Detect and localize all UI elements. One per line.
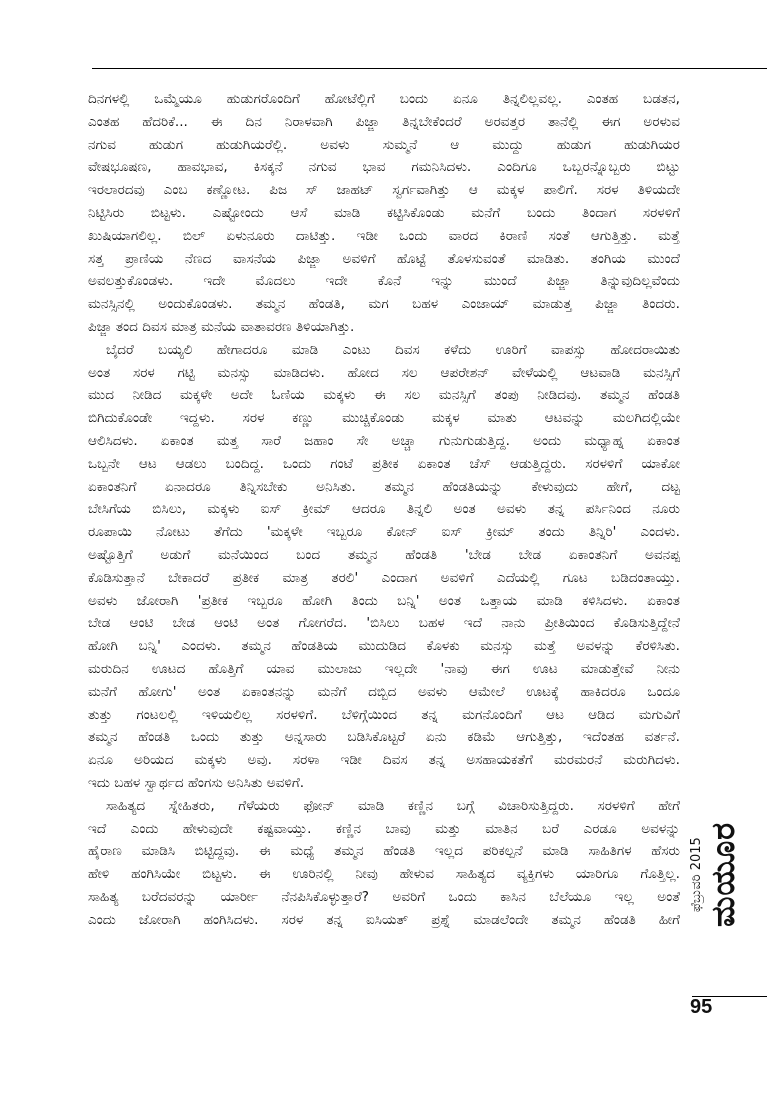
paragraph-3 [88,795,680,932]
text-line: ಸತ್ತ ಪ್ರಾಣಿಯ ನೆಣದ ವಾಸನೆಯ ಪಿಜ್ಜಾ ಅವಳಿಗೆ ಹೊಟ್ಟೆ ತೊಳಸುವಂತೆ ಮಾಡಿತು. ತಂಗಿಯ ಮುಂದೆ [88,250,680,267]
article-body [88,88,680,931]
text-line: ಮುದ ನೀಡಿದ ಮಕ್ಕಳೇ ಅದೇ ಓಣಿಯ ಮಕ್ಕಳು ಈ ಸಲ ಮನಸ್ಸಿಗೆ ತಂಪು ನೀಡಿದವು. ತಮ್ಮನ ಹೆಂಡತಿ [88,387,680,404]
text-line: ಎಂದು ಜೋರಾಗಿ ಹಂಗಿಸಿದಳು. ಸರಳ ತನ್ನ ಐಸಿಯತ್ ಪ್ರಶ್ನೆ ಮಾಡಲೆಂದೇ ತಮ್ಮನ ಹೆಂಡತಿ ಹೀಗೆ [88,911,680,928]
text-line: ಅವಲತ್ತುಕೊಂಡಳು. ಇದೇ ಮೊದಲು ಇದೇ ಕೊನೆ ಇನ್ನು ಮುಂದೆ ಪಿಜ್ಜಾ ತಿನ್ನುವುದಿಲ್ಲವೆಂದು [88,273,680,290]
text-line: ಹೋಗಿ ಬನ್ನಿ' ಎಂದಳು. ತಮ್ಮನ ಹೆಂಡತಿಯ ಮುದುಡಿದ ಕೊಳಕು ಮನಸ್ಸು ಮತ್ತೆ ಅವಳನ್ನು ಕೆರಳಿಸಿತು. [88,638,680,655]
text-line: ಮನೆಗೆ ಹೋಗು' ಅಂತ ಏಕಾಂತನನ್ನು ಮನೆಗೆ ದಬ್ಬಿದ ಅವಳು ಆಮೇಲೆ ಊಟಕ್ಕೆ ಹಾಕಿದರೂ ಒಂದೂ [88,683,680,700]
text-line: ಇದೆ ಎಂದು ಹೇಳುವುದೇ ಕಷ್ಟವಾಯ್ತು. ಕಣ್ಣಿನ ಬಾವು ಮತ್ತು ಮಾತಿನ ಬರೆ ಎರಡೂ ಅವಳನ್ನು [88,820,680,837]
text-line: ಬೇಡ ಆಂಟಿ ಬೇಡ ಆಂಟಿ ಅಂತ ಗೋಗರೆದ. 'ಬಿಸಿಲು ಬಹಳ ಇದೆ ನಾನು ಪ್ರೀತಿಯಿಂದ ಕೊಡಿಸುತ್ತಿದ್ದೇನೆ [88,615,680,632]
text-line: ಅವಳು ಜೋರಾಗಿ 'ಪ್ರತೀಕ ಇಬ್ಬರೂ ಹೋಗಿ ತಿಂದು ಬನ್ನಿ' ಅಂತ ಒತ್ತಾಯ ಮಾಡಿ ಕಳಿಸಿದಳು. ಏಕಾಂತ [88,592,680,609]
text-line: ಆಲಿಸಿದಳು. ಏಕಾಂತ ಮತ್ತ ಸಾರೆ ಜಹಾಂ ಸೇ ಅಚ್ಚಾ ಗುನುಗುಡುತ್ತಿದ್ದ. ಅಂದು ಮಧ್ಯಾಹ್ನ ಏಕಾಂತ [88,432,680,449]
text-line: ಬೈದರೆ ಬಯ್ಯಲಿ ಹೇಗಾದರೂ ಮಾಡಿ ಎಂಟು ದಿವಸ ಕಳೆದು ಊರಿಗೆ ವಾಪಸ್ಸು ಹೋದರಾಯಿತು [106,341,680,358]
text-line: ನಗುವ ಹುಡುಗ ಹುಡುಗಿಯರೆಲ್ಲಿ. ಅವಳು ಸುಮ್ಮನೆ ಆ ಮುದ್ದು ಹುಡುಗ ಹುಡುಗಿಯರ [88,136,680,153]
text-line: ಇರಲಾರದವು ಎಂಬ ಕಣ್ಣೋಟ. ಪಿಜ ಸ್ ಜಾಹಟ್ ಸ್ವರ್ಗವಾಗಿತ್ತು ಆ ಮಕ್ಕಳ ಪಾಲಿಗೆ. ಸರಳ ತಿಳಿಯದೇ [88,182,680,199]
paragraph-2 [88,339,680,795]
text-line: ಖುಷಿಯಾಗಲಿಲ್ಲ. ಬಿಲ್ ಏಳುನೂರು ದಾಟಿತ್ತು. ಇಡೀ ಒಂದು ವಾರದ ಕಿರಾಣಿ ಸಂತೆ ಆಗುತ್ತಿತ್ತು. ಮತ್ತೆ [88,227,680,244]
text-line: ಸಾಹಿತ್ಯದ ಸ್ನೇಹಿತರು, ಗೆಳೆಯರು ಫೋನ್ ಮಾಡಿ ಕಣ್ಣಿನ ಬಗ್ಗೆ ವಿಚಾರಿಸುತ್ತಿದ್ದರು. ಸರಳಳಿಗೆ ಹೇಗೆ [106,797,680,814]
text-line: ಹೇಳಿ ಹಂಗಿಸಿಯೇ ಬಿಟ್ಟಳು. ಈ ಊರಿನಲ್ಲಿ ನೀವು ಹೇಳುವ ಸಾಹಿತ್ಯದ ವ್ಯಕ್ತಿಗಳು ಯಾರಿಗೂ ಗೊತ್ತಿಲ್ಲ. [88,866,680,883]
text-line: ಅಂತ ಸರಳ ಗಟ್ಟಿ ಮನಸ್ಸು ಮಾಡಿದಳು. ಹೋದ ಸಲ ಆಪರೇಶನ್ ವೇಳೆಯಲ್ಲಿ ಆಟವಾಡಿ ಮನಸ್ಸಿಗೆ [88,364,680,381]
text-line: ಮರುದಿನ ಊಟದ ಹೊತ್ತಿಗೆ ಯಾವ ಮುಲಾಜು ಇಲ್ಲದೇ 'ನಾವು ಈಗ ಊಟ ಮಾಡುತ್ತೇವೆ ನೀನು [88,660,680,677]
text-line: ಒಬ್ಬನೇ ಆಟ ಆಡಲು ಬಂದಿದ್ದ. ಒಂದು ಗಂಟೆ ಪ್ರತೀಕ ಏಕಾಂತ ಚೆಸ್ ಆಡುತ್ತಿದ್ದರು. ಸರಳಳಿಗೆ ಯಾಕೋ [88,455,680,472]
text-line: ವೇಷಭೂಷಣ, ಹಾವಭಾವ, ಕಿಸಕ್ಕನೆ ನಗುವ ಭಾವ ಗಮನಿಸಿದಳು. ಎಂದಿಗೂ ಒಬ್ಬರನ್ನೊಬ್ಬರು ಬಿಟ್ಟು [88,159,680,176]
text-line: ಬಿಗಿದುಕೊಂಡೇ ಇದ್ದಳು. ಸರಳ ಕಣ್ಣು ಮುಚ್ಚಿಕೊಂಡು ಮಕ್ಕಳ ಮಾತು ಆಟವನ್ನು ಮಲಗಿದಲ್ಲಿಯೇ [88,410,680,427]
text-line: ತಮ್ಮನ ಹೆಂಡತಿ ಒಂದು ತುತ್ತು ಅನ್ನಸಾರು ಬಡಿಸಿಕೊಟ್ಟರೆ ಏನು ಕಡಿಮೆ ಆಗುತ್ತಿತ್ತು, ಇದೆಂತಹ ವರ್ತನೆ. [88,729,680,746]
text-line: ಮನಸ್ಸಿನಲ್ಲಿ ಅಂದುಕೊಂಡಳು. ತಮ್ಮನ ಹೆಂಡತಿ, ಮಗ ಬಹಳ ಎಂಜಾಯ್ ಮಾಡುತ್ತ ಪಿಜ್ಜಾ ತಿಂದರು. [88,296,680,313]
magazine-title-vertical: ಮಯೂರ [704,821,742,927]
text-line: ನಿಟ್ಟಿಸಿರು ಬಿಟ್ಟಳು. ಎಷ್ಟೋಂದು ಆಸೆ ಮಾಡಿ ಕಟ್ಟಿಸಿಕೊಂಡು ಮನೆಗೆ ಬಂದು ತಿಂದಾಗ ಸರಳಳಿಗೆ [88,204,680,221]
text-line: ಇದು ಬಹಳ ಸ್ವಾರ್ಥದ ಹೆಂಗಸು ಅನಿಸಿತು ಅವಳಿಗೆ. [88,774,305,791]
text-line: ತುತ್ತು ಗಂಟಲಲ್ಲಿ ಇಳಿಯಲಿಲ್ಲ ಸರಳಳಿಗೆ. ಬೆಳಿಗ್ಗೆಯಿಂದ ತನ್ನ ಮಗನೊಂದಿಗೆ ಆಟ ಆಡಿದ ಮಗುವಿಗೆ [88,706,680,723]
text-line: ಸಾಹಿತ್ಯ ಬರೆದವರನ್ನು ಯಾರ್ರೀ ನೆನಪಿಸಿಕೊಳ್ಳುತ್ತಾರೆ? ಅವರಿಗೆ ಒಂದು ಕಾಸಿನ ಬೆಲೆಯೂ ಇಲ್ಲ ಅಂತೆ [88,888,680,905]
text-line: ಹೈರಾಣ ಮಾಡಿಸಿ ಬಿಟ್ಟಿದ್ದವು. ಈ ಮಧ್ಯೆ ತಮ್ಮನ ಹೆಂಡತಿ ಇಲ್ಲದ ಪರಿಕಲ್ಪನೆ ಮಾಡಿ ಸಾಹಿತಿಗಳ ಹೆಸರು [88,843,680,860]
text-line: ಏನೂ ಅರಿಯದ ಮಕ್ಕಳು ಅವು. ಸರಳಾ ಇಡೀ ದಿವಸ ತನ್ನ ಅಸಹಾಯಕತೆಗೆ ಮರಮರನೆ ಮರುಗಿದಳು. [88,752,680,769]
text-line: ಅಷ್ಟೊತ್ತಿಗೆ ಅಡುಗೆ ಮನೆಯಿಂದ ಬಂದ ತಮ್ಮನ ಹೆಂಡತಿ 'ಬೇಡ ಬೇಡ ಏಕಾಂತನಿಗೆ ಅವನಪ್ಪ [88,546,680,563]
paragraph-1 [88,88,680,339]
page-number: 95 [690,996,713,1018]
issue-date-vertical: ಫೆಬ್ರುವರಿ 2015 [689,837,704,912]
text-line: ಬೇಸಿಗೆಯ ಬಿಸಿಲು, ಮಕ್ಕಳು ಐಸ್ ಕ್ರೀಮ್ ಆದರೂ ತಿನ್ನಲಿ ಅಂತ ಅವಳು ತನ್ನ ಪರ್ಸಿನಿಂದ ನೂರು [88,501,680,518]
text-line: ಕೊಡಿಸುತ್ತಾನೆ ಬೇಕಾದರೆ ಪ್ರತೀಕ ಮಾತ್ರ ತರಲಿ' ಎಂದಾಗ ಅವಳಿಗೆ ಎದೆಯಲ್ಲಿ ಗೂಟ ಬಡಿದಂತಾಯ್ತು. [88,569,680,586]
text-line: ಏಕಾಂತನಿಗೆ ಏನಾದರೂ ತಿನ್ನಿಸಬೇಕು ಅನಿಸಿತು. ತಮ್ಮನ ಹೆಂಡತಿಯನ್ನು ಕೇಳುವುದು ಹೇಗೆ, ದಟ್ಟ [88,478,680,495]
text-line: ದಿನಗಳಲ್ಲಿ ಒಮ್ಮೆಯೂ ಹುಡುಗರೊಂದಿಗೆ ಹೋಟೆಲ್ಲಿಗೆ ಬಂದು ಏನೂ ತಿನ್ನಲಿಲ್ಲವಲ್ಲ. ಎಂತಹ ಬಡತನ, [88,91,680,107]
text-line: ರೂಪಾಯಿ ನೋಟು ತೆಗೆದು 'ಮಕ್ಕಳೇ ಇಬ್ಬರೂ ಕೋನ್ ಐಸ್ ಕ್ರೀಮ್ ತಂದು ತಿನ್ನಿರಿ' ಎಂದಳು. [88,524,680,541]
text-line: ಪಿಜ್ಜಾ ತಂದ ದಿವಸ ಮಾತ್ರ ಮನೆಯ ವಾತಾವರಣ ತಿಳಿಯಾಗಿತ್ತು. [88,318,355,335]
text-line: ಎಂತಹ ಹೆದರಿಕೆ... ಈ ದಿನ ನಿರಾಳವಾಗಿ ಪಿಜ್ಜಾ ತಿನ್ನಬೇಕೆಂದರೆ ಅರವತ್ತರ ತಾನೆಲ್ಲಿ ಈಗ ಅರಳುವ [88,113,680,130]
header-rule [92,68,767,69]
